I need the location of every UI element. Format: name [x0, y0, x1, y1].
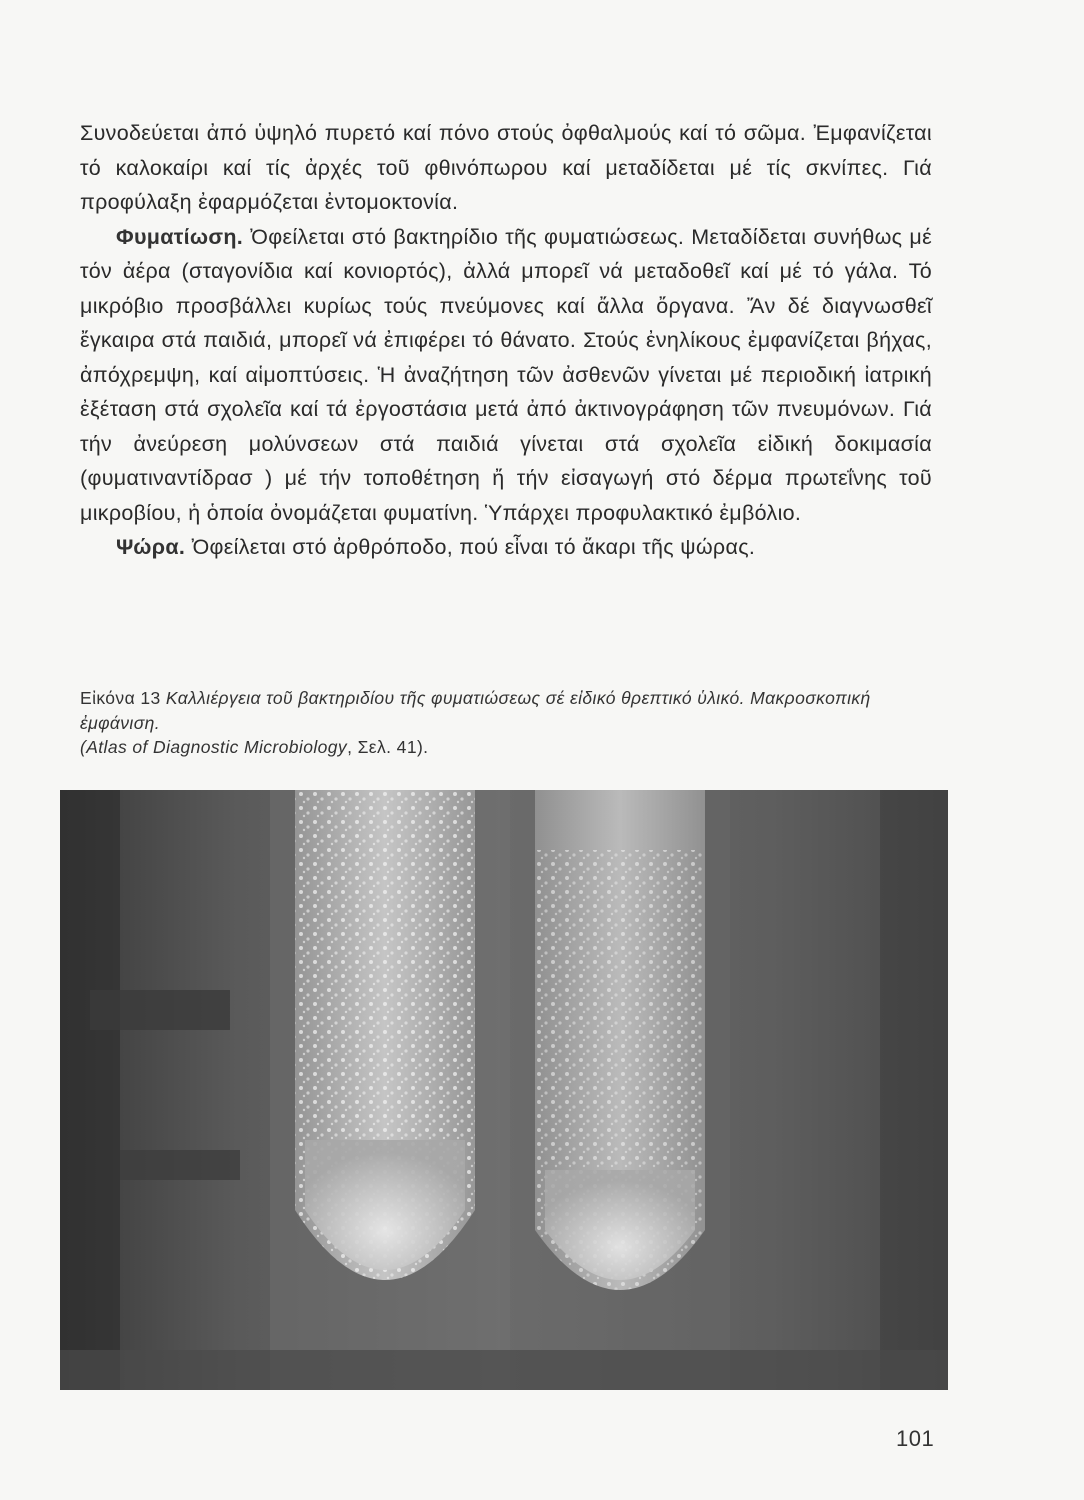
paragraph-tuberculosis: [80, 220, 932, 531]
term-tuberculosis: Φυματίωση.: [116, 224, 244, 249]
paragraph-scabies: [80, 530, 932, 565]
body-text: [80, 116, 932, 565]
figure-label: Εἰκόνα 13: [80, 688, 166, 708]
term-scabies: Ψώρα.: [116, 535, 186, 559]
figure-source-page: , Σελ. 41).: [347, 737, 429, 757]
figure-caption: [80, 686, 936, 760]
culture-tubes-image: [60, 790, 948, 1390]
culture-tubes-photo: [60, 790, 948, 1390]
page-number: 101: [896, 1426, 935, 1451]
figure-source-title: (Atlas of Diagnostic Microbiology: [80, 737, 348, 757]
paragraph-fever-description: Συνοδεύεται ἀπό ὑψηλό πυρετό καί πόνο στούς ὀφθαλμούς καί τό σῶμα. Ἐμφανίζεται τό καλοκαίρι καί τίς ἀρχές τοῦ φθινόπωρου καί μεταδίδεται μέ τίς σκνίπες. Γιά προφύλαξη ἐφαρμόζεται ἐντομοκτονία.: [80, 121, 932, 214]
tuberculosis-text: Ὀφείλεται στό βακτηρίδιο τῆς φυματιώσεως. Μεταδίδεται συνήθως μέ τόν ἀέρα (σταγονίδια καί κονιορτός), ἀλλά μπορεῖ νά μεταδοθεῖ καί μέ τό γάλα. Τό μικρόβιο προσβάλλει κυρίως τούς πνεύμονες καί ἄλλα ὄργανα. Ἄν δέ διαγνωσθεῖ ἔγκαιρα στά παιδιά, μπορεῖ νά ἐπιφέρει τό θάνατο. Στούς ἐνηλίκους ἐμφανίζεται βήχας, ἀπόχρεμψη, καί αἱμοπτύσεις. Ἡ ἀναζήτηση τῶν ἀσθενῶν γίνεται μέ περιοδική ἰατρική ἐξέταση στά σχολεῖα καί τά ἐργοστάσια μετά ἀπό ἀκτινογράφηση τῶν πνευμόνων. Γιά τήν ἀνεύρεση μολύνσεων στά παιδιά γίνεται στά σχολεῖα εἰδική δοκιμασία (φυματιναντίδρασ ) μέ τήν τοποθέτηση ἤ τήν εἰσαγωγή στό δέρμα πρωτεΐνης τοῦ μικροβίου, ἡ ὁποία ὀνομάζεται φυματίνη. Ὑπάρχει προφυλακτικό ἐμβόλιο.: [80, 224, 932, 525]
figure-title: Καλλιέργεια τοῦ βακτηριδίου τῆς φυματιώσεως σέ εἰδικό θρεπτικό ὑλικό. Μακροσκοπική ἐμφάνιση.: [80, 688, 871, 733]
scabies-text: Ὀφείλεται στό ἀρθρόποδο, πού εἶναι τό ἄκαρι τῆς ψώρας.: [185, 535, 756, 559]
